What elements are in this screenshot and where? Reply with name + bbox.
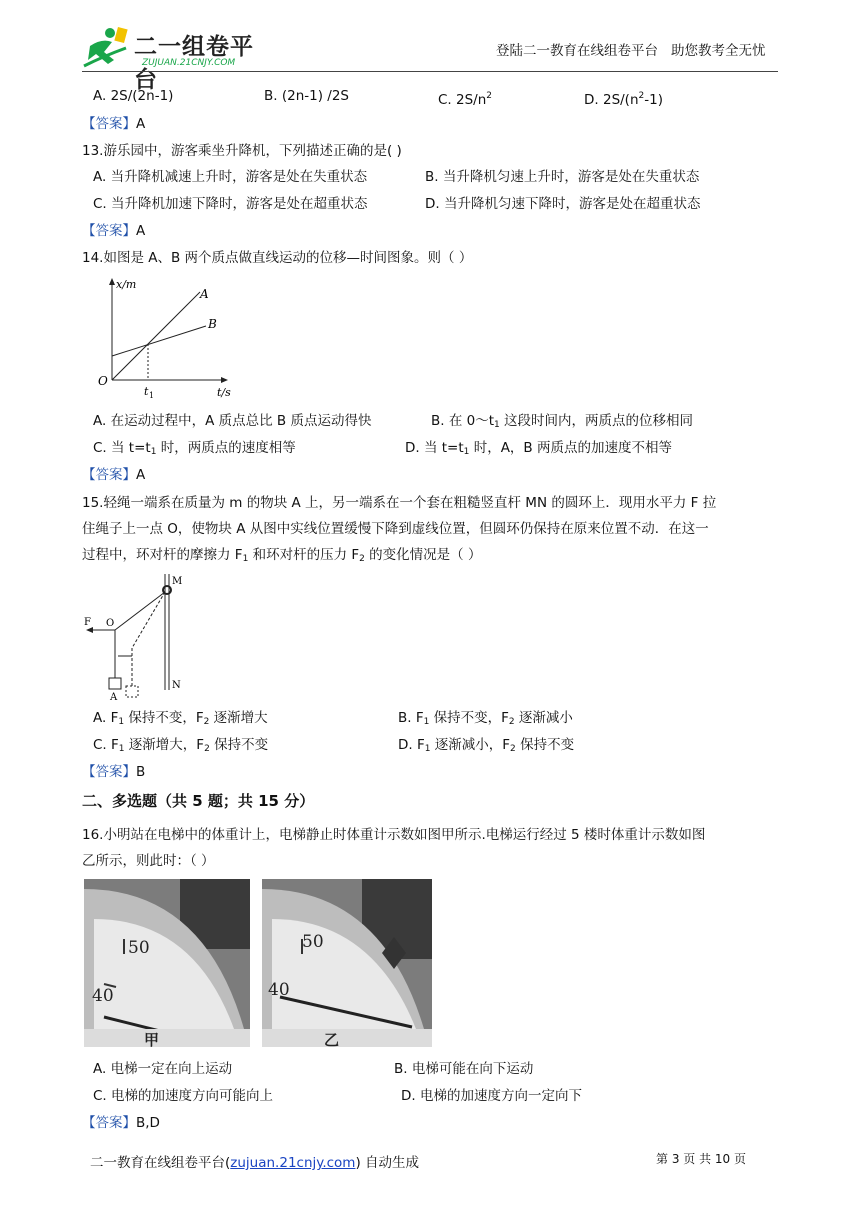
q12-option-b: B. (2n-1) /2S (264, 88, 349, 104)
q16-option-b: B. 电梯可能在向下运动 (394, 1061, 534, 1077)
scale-dial-icon (262, 879, 432, 1047)
fig-label-n: N (172, 680, 181, 691)
q15-option-a: A. $F_1$ 保持不变，$F_2$ 逐渐增大 (93, 710, 268, 727)
graph-ylabel: x/m (116, 278, 137, 291)
q12-option-d: D. $2S/(n^2-1)$ (584, 91, 663, 108)
q12-option-c: C. $2S/n^2$ (438, 91, 493, 108)
header-logo (82, 24, 272, 93)
graph-t1-sub: 1 (149, 391, 155, 400)
logo-url: ZUJUAN.21CNJY.COM (142, 58, 236, 68)
header-slogan-right: 助您教考全无忧 (671, 43, 766, 59)
q15-option-c: C. $F_1$ 逐渐增大，$F_2$ 保持不变 (93, 737, 269, 754)
header-rule (82, 71, 778, 72)
q13-option-a: A. 当升降机减速上升时，游客是处在失重状态 (93, 169, 368, 185)
dial-40: 40 (268, 980, 290, 1000)
scale-photo-yi (262, 879, 432, 1047)
graph-t1: t (144, 385, 149, 398)
logo-text: 二一组卷平台 (134, 34, 254, 93)
q15-answer: 【答案】B (82, 764, 146, 780)
dial-40: 40 (92, 986, 114, 1006)
q16-stem-line1: 16.小明站在电梯中的体重计上，电梯静止时体重计示数如图甲所示.电梯运行经过 5 楼时体重计示数如图 (82, 827, 706, 843)
dial-50: 50 (302, 932, 324, 952)
q14-xt-graph (94, 270, 244, 400)
q12-option-a: A. 2S/(2n-1) (93, 88, 174, 104)
q14-answer: 【答案】A (82, 467, 146, 483)
photo-caption-yi: 乙 (324, 1031, 340, 1047)
graph-line-a-label: A (200, 287, 209, 301)
q14-option-b: B. 在 $0\sim t_1$ 这段时间内，两质点的位移相同 (431, 413, 694, 430)
scale-photo-jia (84, 879, 250, 1047)
graph-origin: O (98, 374, 108, 388)
section-title: 二、多选题（共 5 题；共 15 分） (82, 792, 315, 810)
dial-50: 50 (128, 938, 150, 958)
q15-stem-line2: 住绳子上一点 O，使物块 A 从图中实线位置缓慢下降到虚线位置，但圆环仍保持在原来位置不动．在这一 (82, 521, 709, 537)
q15-rope-figure (80, 570, 200, 702)
header-slogan-left: 登陆二一教育在线组卷平台 (496, 43, 658, 59)
q13-answer: 【答案】A (82, 223, 146, 239)
q15-stem-line1: 15.轻绳一端系在质量为 m 的物块 A 上，另一端系在一个套在粗糙竖直杆 MN 的圆环上．现用水平力 F 拉 (82, 495, 717, 511)
q13-option-d: D. 当升降机匀速下降时，游客是处在超重状态 (425, 196, 701, 212)
q14-stem: 14.如图是 A、B 两个质点做直线运动的位移—时间图象。则（ ） (82, 250, 473, 266)
q16-option-c: C. 电梯的加速度方向可能向上 (93, 1088, 274, 1104)
scale-dial-icon (84, 879, 250, 1047)
q15-stem-line3: 过程中，环对杆的摩擦力 $F_1$ 和环对杆的压力 $F_2$ 的变化情况是（ ） (82, 547, 482, 564)
graph-line-b-label: B (208, 317, 217, 331)
q13-option-c: C. 当升降机加速下降时，游客是处在超重状态 (93, 196, 368, 212)
graph-xlabel: t/s (217, 386, 231, 399)
q13-stem: 13.游乐园中，游客乘坐升降机，下列描述正确的是( ) (82, 143, 402, 159)
q14-option-a: A. 在运动过程中，A 质点总比 B 质点运动得快 (93, 413, 372, 429)
q12-answer: 【答案】A (82, 116, 146, 132)
fig-label-o: O (106, 618, 115, 629)
q14-option-c: C. 当 $t=t_1$ 时，两质点的速度相等 (93, 440, 296, 457)
fig-label-a: A (110, 692, 118, 702)
runner-logo-icon (82, 26, 128, 72)
footer-source: 二一教育在线组卷平台(zujuan.21cnjy.com) 自动生成 (90, 1155, 420, 1171)
q16-stem-line2: 乙所示，则此时：（ ） (82, 853, 215, 869)
q15-option-d: D. $F_1$ 逐渐减小，$F_2$ 保持不变 (398, 737, 575, 754)
q16-answer: 【答案】B,D (82, 1115, 160, 1131)
footer-page-number: 第 3 页 共 10 页 (656, 1152, 746, 1166)
photo-caption-jia: 甲 (144, 1031, 160, 1047)
q16-option-a: A. 电梯一定在向上运动 (93, 1061, 233, 1077)
q13-option-b: B. 当升降机匀速上升时，游客是处在失重状态 (425, 169, 700, 185)
footer-link[interactable]: zujuan.21cnjy.com (230, 1155, 356, 1171)
q14-option-d: D. 当 $t=t_1$ 时，A，B 两质点的加速度不相等 (405, 440, 672, 457)
fig-label-f: F (84, 617, 91, 628)
q16-option-d: D. 电梯的加速度方向一定向下 (401, 1088, 582, 1104)
q15-option-b: B. $F_1$ 保持不变，$F_2$ 逐渐减小 (398, 710, 573, 727)
fig-label-m: M (172, 576, 183, 587)
